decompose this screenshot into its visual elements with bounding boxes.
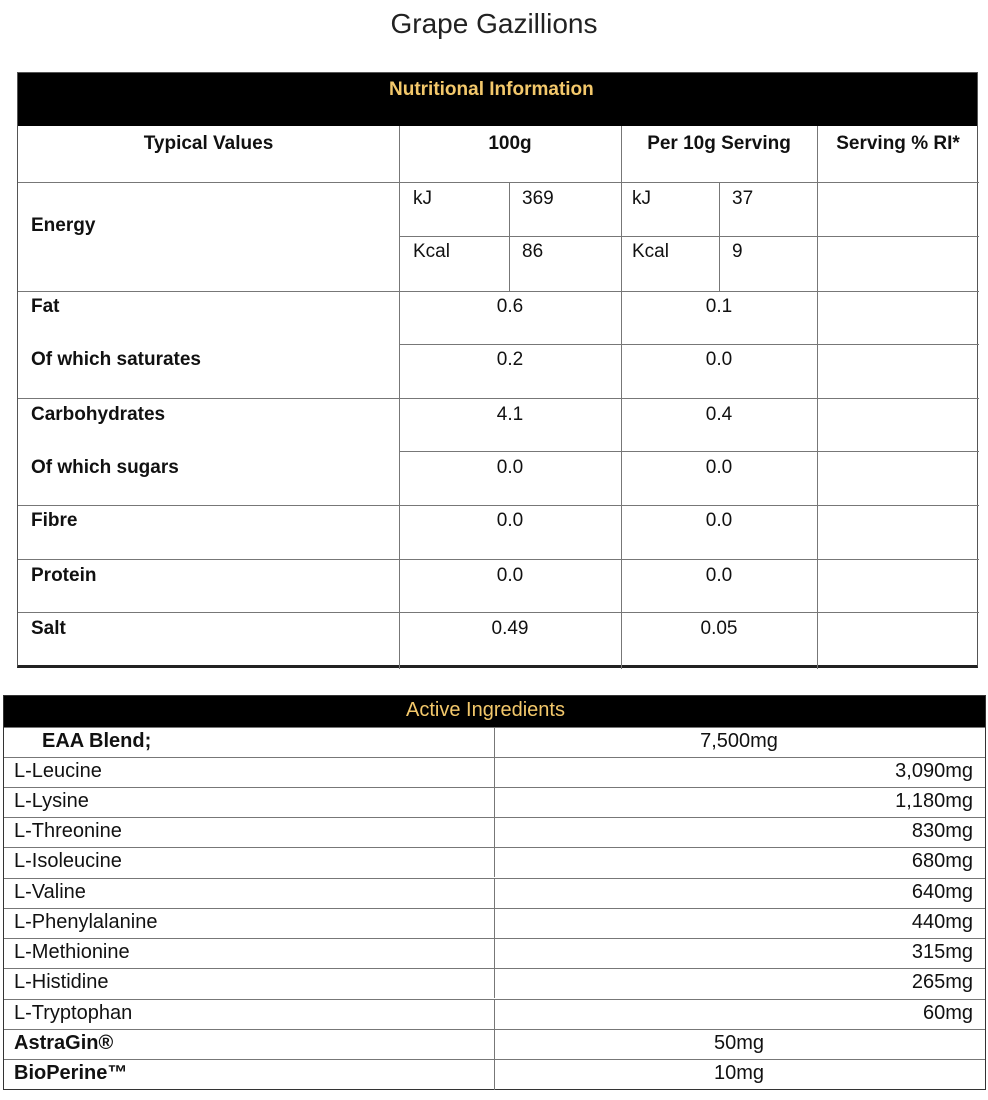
ingredient-amount: 830mg <box>911 820 973 842</box>
nutrient-label: Fat <box>31 296 60 317</box>
col-header-serving: Per 10g Serving <box>647 133 791 154</box>
kcal-serving-unit: Kcal <box>632 241 669 262</box>
active-ingredients-table <box>3 695 986 1090</box>
col-divider <box>494 969 495 998</box>
col-header-typical: Typical Values <box>143 133 274 154</box>
ingredient-name: L-Threonine <box>14 820 122 842</box>
table-row <box>4 727 985 757</box>
nutrient-label: Carbohydrates <box>31 404 166 425</box>
nutrient-100g: 0.49 <box>491 618 529 639</box>
row-divider <box>18 291 979 292</box>
nutrient-serving: 0.0 <box>705 565 733 586</box>
ingredient-name: EAA Blend; <box>42 730 152 752</box>
nutrient-serving: 0.0 <box>705 349 733 370</box>
row-divider <box>18 182 979 183</box>
table-row <box>4 878 985 908</box>
kj-serving-unit: kJ <box>632 188 651 209</box>
kj-100g: 369 <box>522 188 554 209</box>
col-divider <box>494 758 495 787</box>
col-header-ri: Serving % RI* <box>836 133 960 154</box>
ingredient-amount: 3,090mg <box>895 760 973 782</box>
ingredient-name: L-Isoleucine <box>14 850 122 872</box>
ingredient-amount: 60mg <box>922 1002 973 1024</box>
kcal-100g: 86 <box>522 241 544 262</box>
nutrient-label: Fibre <box>31 510 78 531</box>
table-row <box>4 908 985 938</box>
nutrient-label: Of which saturates <box>31 349 201 370</box>
table-row <box>4 968 985 998</box>
row-divider <box>399 451 979 452</box>
nutrient-100g: 0.2 <box>496 349 524 370</box>
nutrient-label: Protein <box>31 565 97 586</box>
ingredient-amount: 440mg <box>911 911 973 933</box>
nutrient-serving: 0.4 <box>705 404 733 425</box>
nutrient-serving: 0.0 <box>705 510 733 531</box>
row-divider <box>399 236 979 237</box>
ingredient-amount: 7,500mg <box>700 730 778 752</box>
product-title: Grape Gazillions <box>390 8 598 39</box>
ingredient-amount: 50mg <box>713 1032 765 1054</box>
ingredient-name: L-Lysine <box>14 790 89 812</box>
energy-label: Energy <box>31 215 96 236</box>
ingredient-name: L-Leucine <box>14 760 102 782</box>
kcal-unit: Kcal <box>413 241 450 262</box>
row-divider <box>18 505 979 506</box>
col-divider <box>494 848 495 877</box>
ingredient-name: L-Histidine <box>14 971 109 993</box>
nutrient-100g: 0.0 <box>496 565 524 586</box>
row-divider <box>399 344 979 345</box>
ingredient-amount: 265mg <box>911 971 973 993</box>
nutrient-serving: 0.1 <box>705 296 733 317</box>
ingredient-amount: 640mg <box>911 881 973 903</box>
nutrition-table <box>17 72 978 668</box>
ingredient-amount: 10mg <box>713 1062 765 1084</box>
ingredient-amount: 680mg <box>911 850 973 872</box>
kcal-serving: 9 <box>732 241 743 262</box>
ingredient-name: L-Phenylalanine <box>14 911 158 933</box>
col-divider <box>494 818 495 847</box>
row-divider <box>18 398 979 399</box>
ingredient-amount: 1,180mg <box>895 790 973 812</box>
nutrient-label: Of which sugars <box>31 457 179 478</box>
table-row <box>4 1029 985 1059</box>
col-divider <box>494 1000 495 1029</box>
row-divider <box>18 612 979 613</box>
table-row <box>4 787 985 817</box>
col-divider <box>494 788 495 817</box>
kj-unit: kJ <box>413 188 432 209</box>
row-divider <box>18 559 979 560</box>
table-row <box>4 757 985 787</box>
table-row <box>4 1059 985 1090</box>
nutrition-header: Nutritional Information <box>389 79 594 100</box>
active-header-bar <box>4 696 985 727</box>
nutrient-100g: 0.6 <box>496 296 524 317</box>
ingredient-name: L-Methionine <box>14 941 130 963</box>
col-header-100g: 100g <box>488 133 532 154</box>
table-row <box>4 938 985 968</box>
table-row <box>4 999 985 1029</box>
nutrient-serving: 0.05 <box>700 618 738 639</box>
col-divider <box>494 909 495 938</box>
nutrient-100g: 4.1 <box>496 404 524 425</box>
ingredient-name: BioPerine™ <box>14 1062 128 1084</box>
active-header: Active Ingredients <box>406 699 565 721</box>
col-divider <box>494 939 495 968</box>
nutrition-header-bar <box>18 73 977 126</box>
ingredient-name: L-Tryptophan <box>14 1002 133 1024</box>
ingredient-amount: 315mg <box>911 941 973 963</box>
table-row <box>4 817 985 847</box>
table-row <box>4 847 985 877</box>
nutrient-serving: 0.0 <box>705 457 733 478</box>
kj-serving: 37 <box>732 188 754 209</box>
ingredient-name: AstraGin® <box>14 1032 114 1054</box>
nutrient-100g: 0.0 <box>496 510 524 531</box>
nutrient-100g: 0.0 <box>496 457 524 478</box>
col-divider <box>494 879 495 908</box>
nutrient-label: Salt <box>31 618 66 639</box>
ingredient-name: L-Valine <box>14 881 86 903</box>
